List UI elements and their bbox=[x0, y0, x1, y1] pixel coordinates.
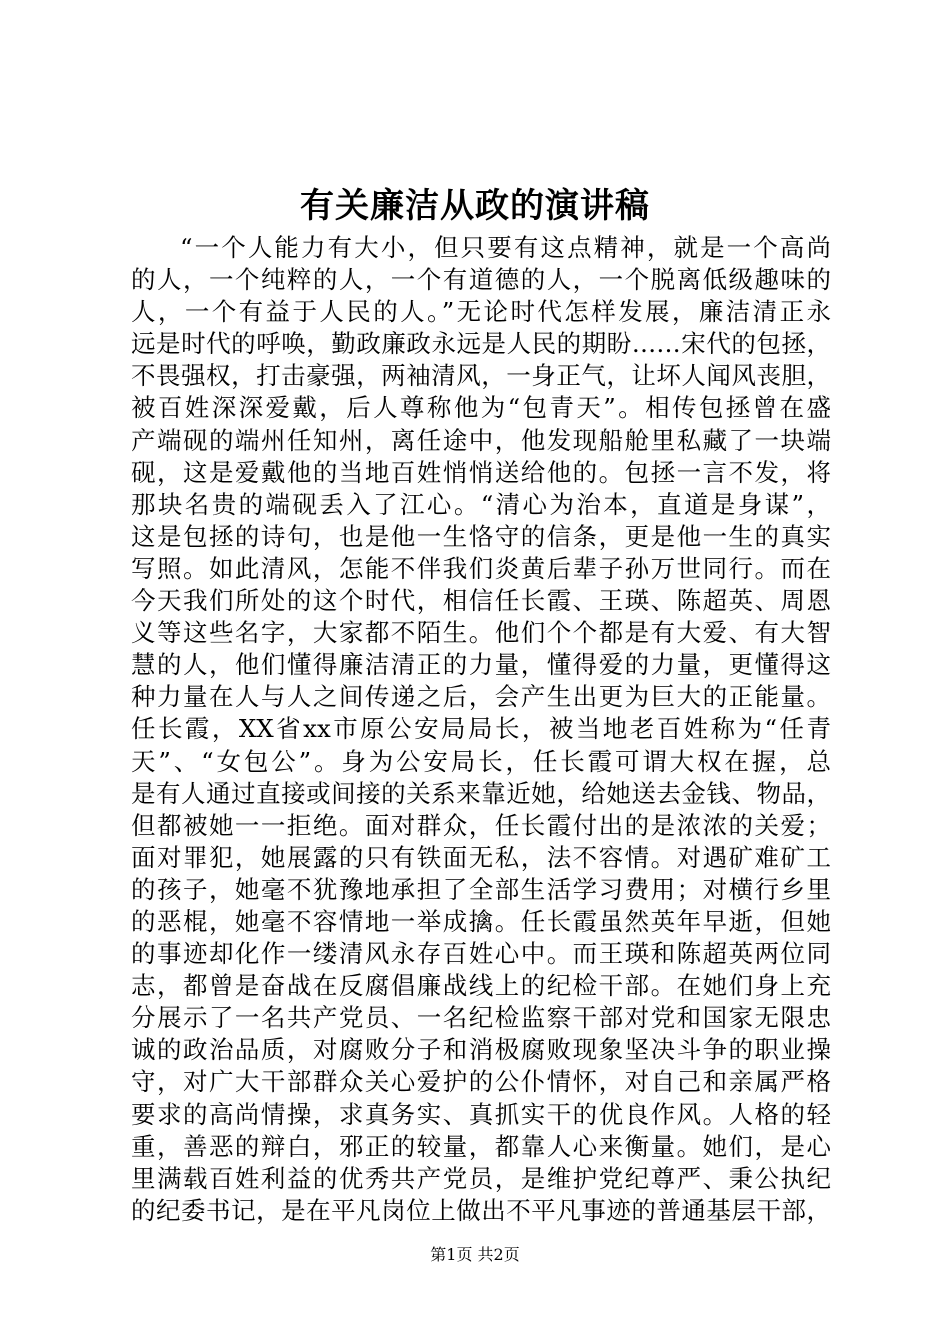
paragraph-line: 的纪委书记，是在平凡岗位上做出不平凡事迹的普通基层干部， bbox=[131, 1195, 831, 1225]
paragraph-line: 那块名贵的端砚丢入了江心。“清心为治本，直道是身谋”， bbox=[131, 489, 831, 519]
paragraph-line: 砚，这是爱戴他的当地百姓悄悄送给他的。包拯一言不发，将 bbox=[131, 457, 831, 487]
paragraph-line: 慧的人，他们懂得廉洁清正的力量，懂得爱的力量，更懂得这 bbox=[131, 650, 831, 680]
paragraph-line: 义等这些名字，大家都不陌生。他们个个都是有大爱、有大智 bbox=[131, 618, 831, 648]
paragraph-line: 志，都曾是奋战在反腐倡廉战线上的纪检干部。在她们身上充 bbox=[131, 971, 831, 1001]
paragraph-line: 但都被她一一拒绝。面对群众，任长霞付出的是浓浓的关爱； bbox=[131, 810, 831, 840]
paragraph-line: 分展示了一名共产党员、一名纪检监察干部对党和国家无限忠 bbox=[131, 1003, 831, 1033]
paragraph-line: 里满载百姓利益的优秀共产党员，是维护党纪尊严、秉公执纪 bbox=[131, 1163, 831, 1193]
paragraph-line: 任长霞，XX省xx市原公安局局长，被当地老百姓称为“任青 bbox=[131, 714, 831, 744]
paragraph-line: 远是时代的呼唤，勤政廉政永远是人民的期盼……宋代的包拯， bbox=[131, 329, 831, 359]
paragraph-line: 被百姓深深爱戴，后人尊称他为“包青天”。相传包拯曾在盛 bbox=[131, 393, 831, 423]
paragraph-line: 种力量在人与人之间传递之后，会产生出更为巨大的正能量。 bbox=[131, 682, 831, 712]
paragraph-line: 不畏强权，打击豪强，两袖清风，一身正气，让坏人闻风丧胆， bbox=[131, 361, 831, 391]
paragraph-line: 要求的高尚情操，求真务实、真抓实干的优良作风。人格的轻 bbox=[131, 1099, 831, 1129]
page-footer: 第1页 共2页 bbox=[430, 1245, 520, 1264]
paragraph-line: 守，对广大干部群众关心爱护的公仆情怀，对自己和亲属严格 bbox=[131, 1067, 831, 1097]
paragraph-line: 的人，一个纯粹的人，一个有道德的人，一个脱离低级趣味的 bbox=[131, 265, 831, 295]
document-title: 有关廉洁从政的演讲稿 bbox=[300, 186, 650, 226]
paragraph-line: 的恶棍，她毫不容情地一举成擒。任长霞虽然英年早逝，但她 bbox=[131, 906, 831, 936]
document-body bbox=[131, 232, 831, 1227]
paragraph-line: 的事迹却化作一缕清风永存百姓心中。而王瑛和陈超英两位同 bbox=[131, 939, 831, 969]
paragraph-line: 产端砚的端州任知州，离任途中，他发现船舱里私藏了一块端 bbox=[131, 425, 831, 455]
paragraph-line: 这是包拯的诗句，也是他一生恪守的信条，更是他一生的真实 bbox=[131, 521, 831, 551]
paragraph-line: 今天我们所处的这个时代，相信任长霞、王瑛、陈超英、周恩 bbox=[131, 586, 831, 616]
paragraph-line: 是有人通过直接或间接的关系来靠近她，给她送去金钱、物品， bbox=[131, 778, 831, 808]
paragraph-line: 人，一个有益于人民的人。”无论时代怎样发展，廉洁清正永 bbox=[131, 297, 831, 327]
paragraph-line: 写照。如此清风，怎能不伴我们炎黄后辈子孙万世同行。而在 bbox=[131, 553, 831, 583]
paragraph-line: “一个人能力有大小，但只要有这点精神，就是一个高尚 bbox=[180, 233, 831, 262]
paragraph-line: 面对罪犯，她展露的只有铁面无私，法不容情。对遇矿难矿工 bbox=[131, 842, 831, 872]
paragraph-line: 重，善恶的辩白，邪正的较量，都靠人心来衡量。她们，是心 bbox=[131, 1131, 831, 1161]
paragraph-line: 天”、“女包公”。身为公安局长，任长霞可谓大权在握，总 bbox=[131, 746, 831, 776]
paragraph-line: 的孩子，她毫不犹豫地承担了全部生活学习费用；对横行乡里 bbox=[131, 874, 831, 904]
paragraph-line: 诚的政治品质，对腐败分子和消极腐败现象坚决斗争的职业操 bbox=[131, 1035, 831, 1065]
